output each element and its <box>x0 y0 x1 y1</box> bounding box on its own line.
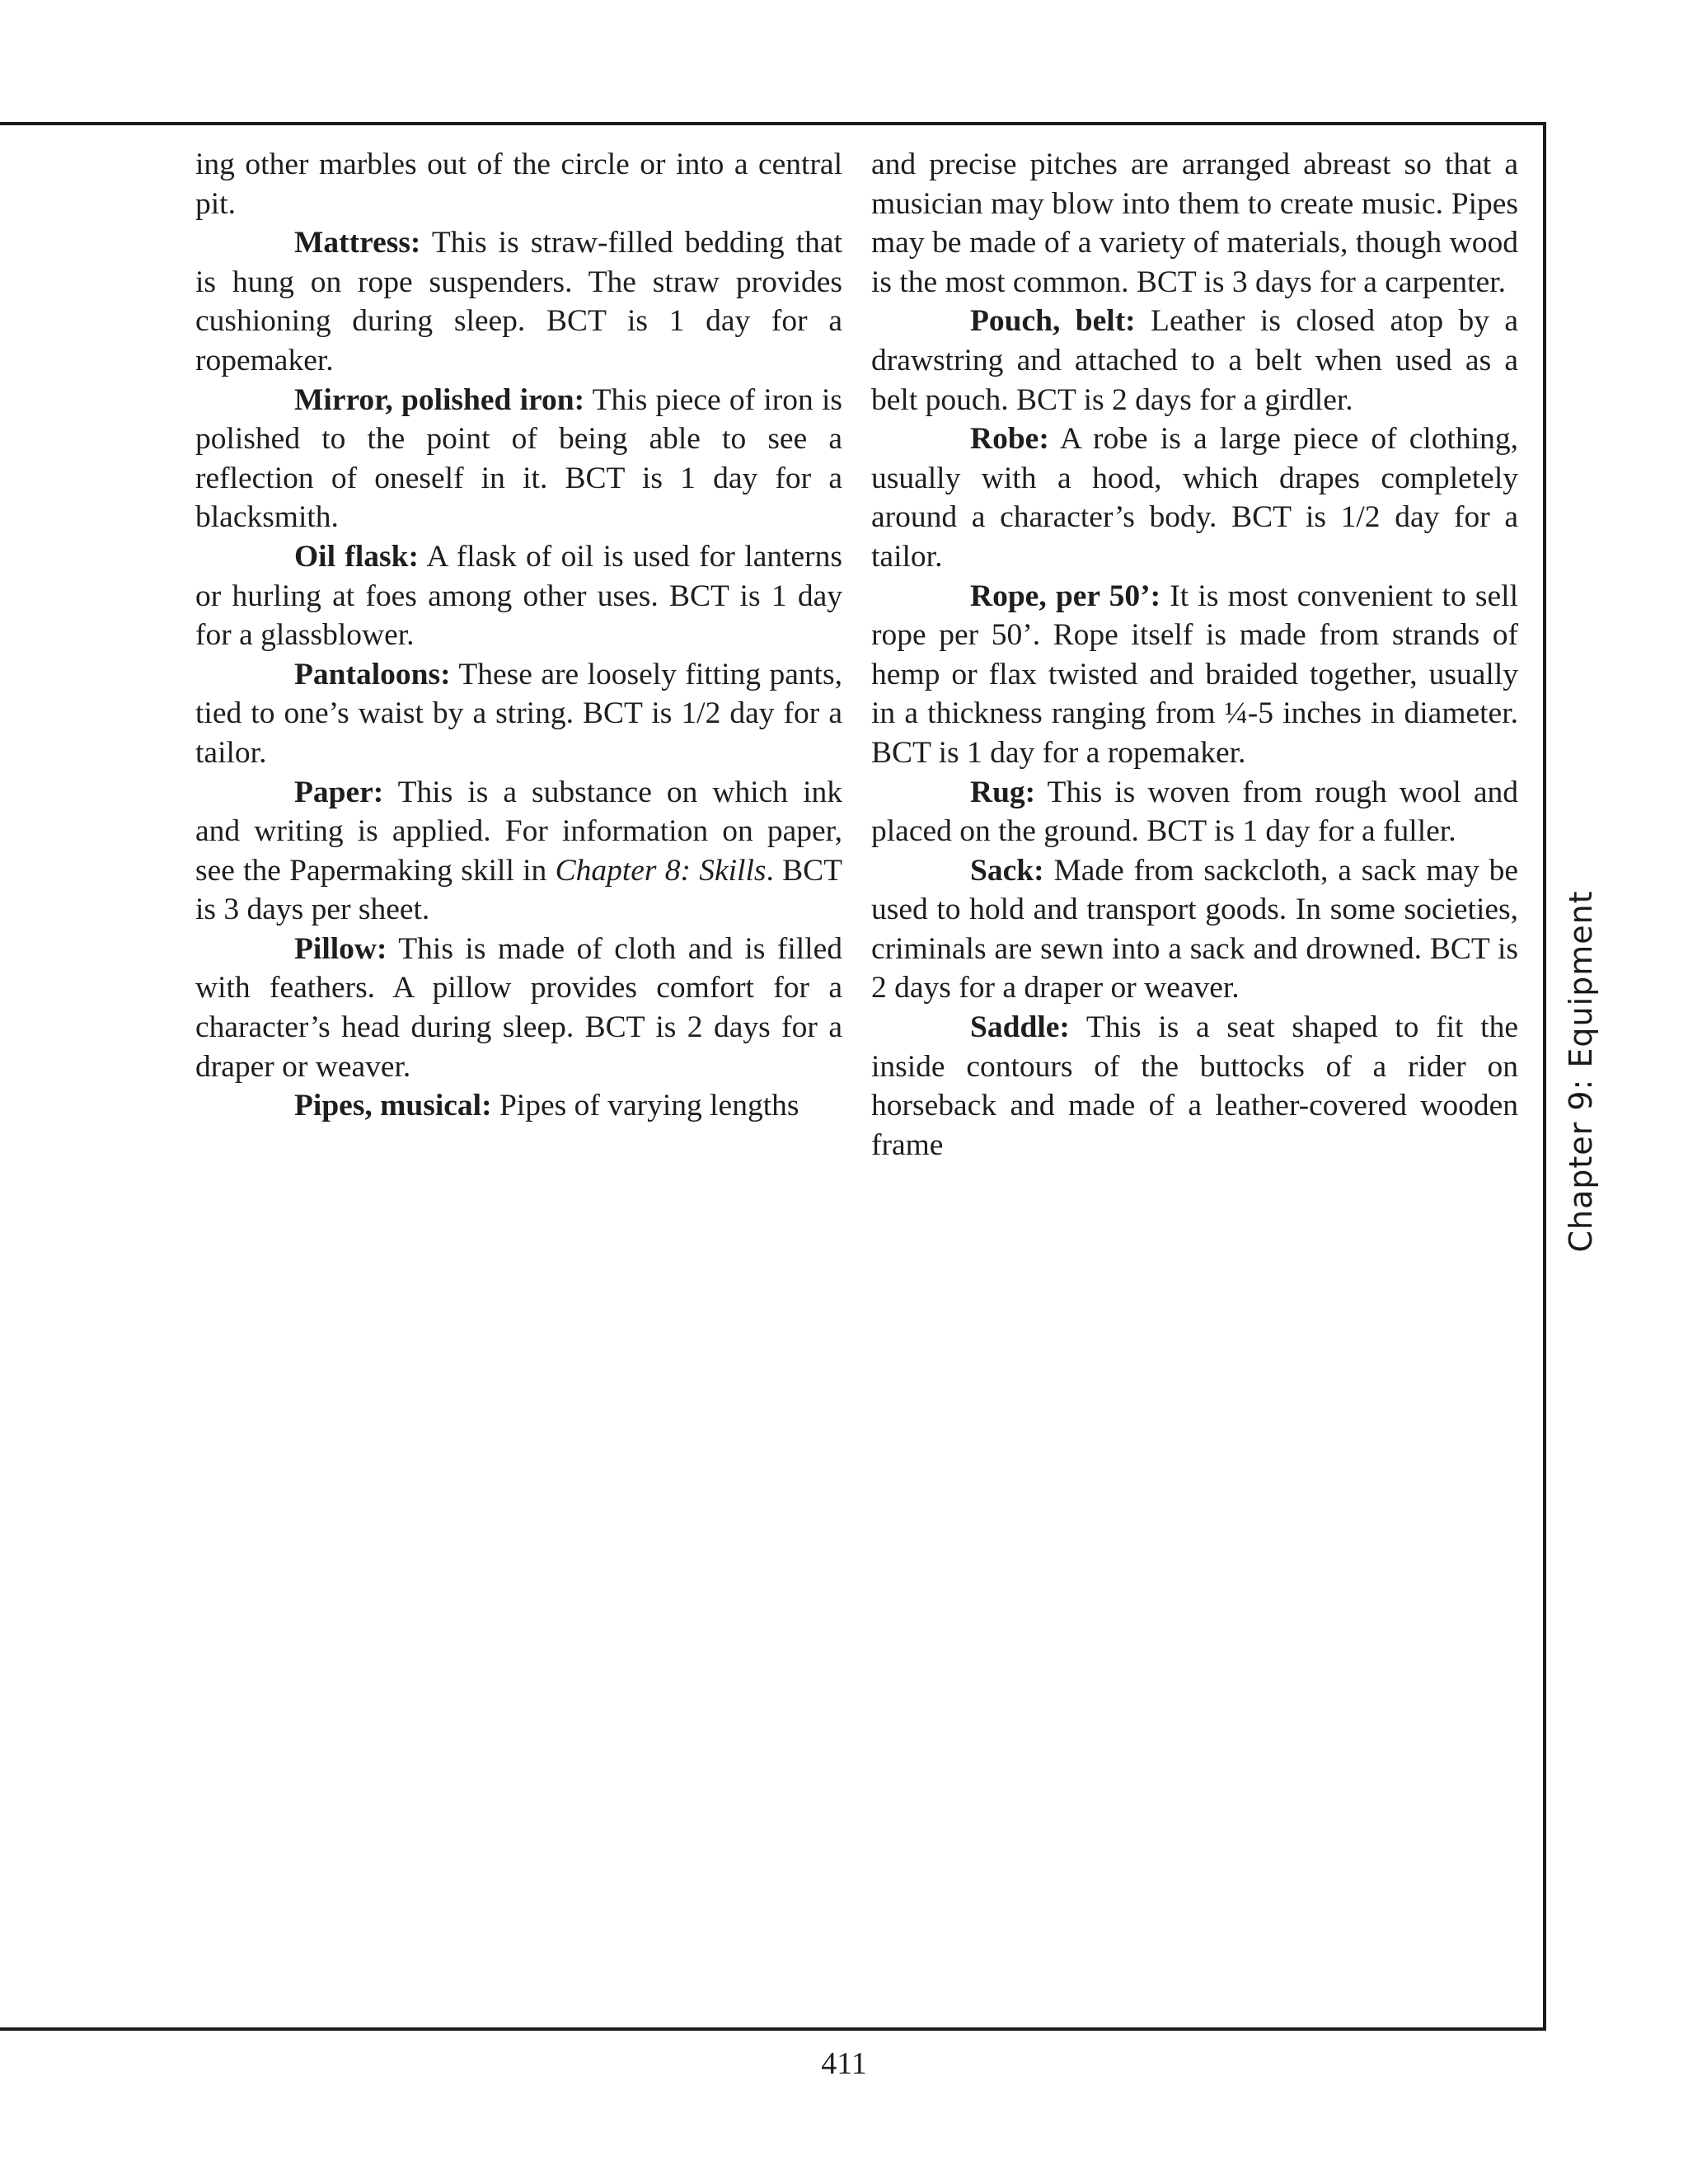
entry-robe <box>871 419 1518 576</box>
entry-text: This is a seat shaped to fit the inside contours of the buttocks of a rider on horseback and made of a leather-covered wooden frame <box>871 1010 1518 1162</box>
page-number: 411 <box>821 2046 867 2081</box>
entry-term: Pillow: <box>294 931 387 966</box>
entry-text-after: . BCT is 3 days per sheet. <box>195 853 843 927</box>
entry-mattress <box>195 223 842 380</box>
entry-paper <box>195 773 842 930</box>
entry-term: Oil flask: <box>294 539 419 574</box>
page-frame-bottom-rule <box>0 2027 1546 2031</box>
entry-oil-flask <box>195 537 842 655</box>
entry-text: Made from sackcloth, a sack may be used to hold and transport goods. In some societies, criminals are sewn into a sack and drowned. BCT is 2 days for a draper or weaver. <box>871 853 1518 1005</box>
continued-paragraph <box>195 145 842 223</box>
page-frame-right-rule <box>1543 122 1546 2031</box>
entry-saddle <box>871 1008 1518 1165</box>
entry-term: Rug: <box>970 775 1036 809</box>
entry-mirror-polished-iron <box>195 381 842 537</box>
entry-text: These are loosely fitting pants, tied to one’s waist by a string. BCT is 1/2 day for a tailor. <box>195 657 842 770</box>
entry-text: This piece of iron is polished to the point of being able to see a reflection of oneself in it. BCT is 1 day for a blacksmith. <box>195 382 843 535</box>
entry-text: This is woven from rough wool and placed on the ground. BCT is 1 day for a fuller. <box>871 775 1518 849</box>
chapter-side-tab: Chapter 9: Equipment <box>1563 890 1599 1253</box>
entry-pipes-musical <box>195 1086 842 1126</box>
entry-term: Mattress: <box>294 226 421 260</box>
entry-pouch-belt <box>871 302 1518 419</box>
left-text-column <box>195 145 842 1126</box>
entry-text: A flask of oil is used for lanterns or hurling at foes among other uses. BCT is 1 day for a glassblower. <box>195 539 842 653</box>
paragraph-text: ing other marbles out of the circle or into a central pit. <box>195 148 842 221</box>
entry-text: This is straw-filled bedding that is hung on rope suspenders. The straw provides cushioning during sleep. BCT is 1 day for a ropemaker. <box>195 226 842 377</box>
paragraph-text: and precise pitches are arranged abreast so that a musician may blow into them to create music. Pipes may be made of a variety of materials, though wood is the most common. BCT is 3 days for a carpenter. <box>871 148 1518 299</box>
entry-sack <box>871 851 1518 1008</box>
entry-pantaloons <box>195 655 842 773</box>
entry-term: Saddle: <box>970 1010 1070 1045</box>
continued-paragraph <box>871 145 1518 302</box>
entry-text: Leather is closed atop by a drawstring and attached to a belt when used as a belt pouch. BCT is 2 days for a girdler. <box>871 304 1518 417</box>
chapter-reference: Chapter 8: Skills <box>555 853 767 888</box>
entry-term: Pantaloons: <box>294 657 451 691</box>
entry-term: Pouch, belt: <box>970 304 1136 339</box>
entry-term: Sack: <box>970 853 1044 888</box>
page-frame-top-rule <box>0 122 1546 125</box>
entry-term: Paper: <box>294 775 384 809</box>
entry-text: This is made of cloth and is filled with feathers. A pillow provides comfort for a character’s head during sleep. BCT is 2 days for a draper or weaver. <box>195 931 842 1084</box>
entry-pillow <box>195 930 842 1086</box>
right-text-column <box>871 145 1518 1165</box>
entry-term: Pipes, musical: <box>294 1089 492 1123</box>
entry-term: Mirror, polished iron: <box>294 382 585 417</box>
entry-rope <box>871 577 1518 773</box>
entry-text: Pipes of varying lengths <box>491 1089 799 1123</box>
entry-term: Rope, per 50’: <box>970 579 1161 613</box>
entry-text: A robe is a large piece of clothing, usually with a hood, which drapes completely around a character’s body. BCT is 1/2 day for a tailor. <box>871 422 1518 574</box>
entry-rug <box>871 773 1518 851</box>
entry-text: This is a substance on which ink and writing is applied. For information on paper, see the Papermaking skill in <box>195 775 842 888</box>
entry-text: It is most convenient to sell rope per 50’. Rope itself is made from strands of hemp or flax twisted and braided together, usually in a thickness ranging from ¼-5 inches in diameter. BCT is 1 day for a ropemaker. <box>871 579 1518 770</box>
entry-term: Robe: <box>970 422 1049 457</box>
